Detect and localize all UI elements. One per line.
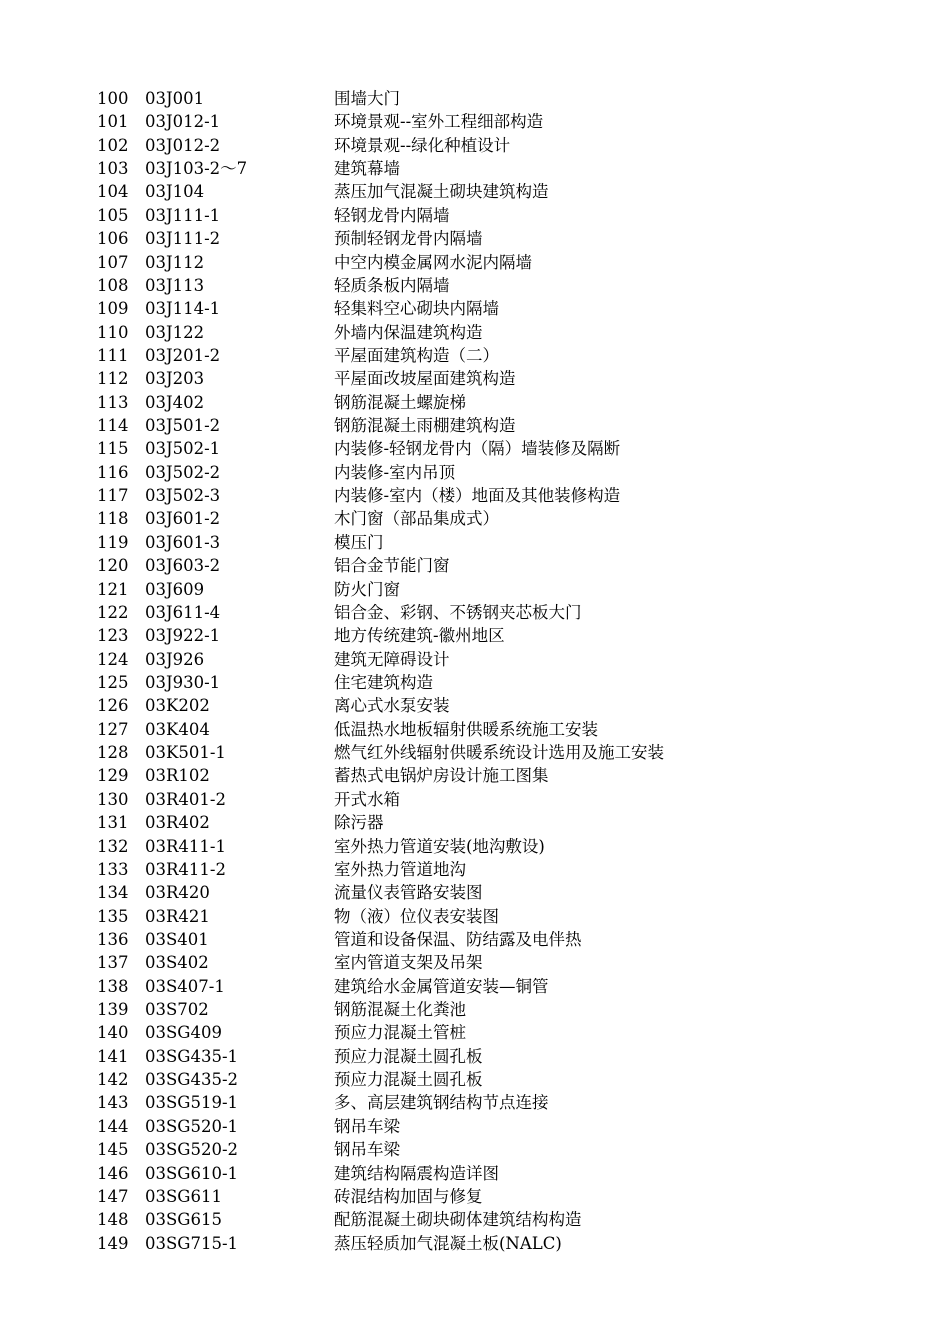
standard-code: 03R421 xyxy=(145,906,210,926)
standard-code: 03R411-1 xyxy=(145,836,226,856)
row-number: 109 xyxy=(97,299,129,319)
list-item xyxy=(97,204,897,227)
list-item xyxy=(97,157,897,180)
list-item xyxy=(97,764,897,787)
standard-title: 地方传统建筑-徽州地区 xyxy=(334,626,505,646)
list-item xyxy=(97,578,897,601)
standard-title: 低温热水地板辐射供暖系统施工安装 xyxy=(334,719,598,739)
list-item xyxy=(97,788,897,811)
standard-title: 预应力混凝土管桩 xyxy=(334,1023,466,1043)
standard-title: 住宅建筑构造 xyxy=(334,672,433,692)
row-number: 114 xyxy=(97,416,129,436)
list-item xyxy=(97,1208,897,1231)
row-number: 133 xyxy=(97,859,129,879)
standard-title: 内装修-轻钢龙骨内（隔）墙装修及隔断 xyxy=(334,439,621,459)
standard-code: 03R401-2 xyxy=(145,789,226,809)
row-number: 128 xyxy=(97,743,129,763)
list-item xyxy=(97,461,897,484)
standard-title: 铝合金、彩钢、不锈钢夹芯板大门 xyxy=(334,602,582,622)
list-item xyxy=(97,321,897,344)
standard-code: 03J111-2 xyxy=(145,229,221,249)
standard-title: 环境景观--室外工程细部构造 xyxy=(334,112,544,132)
row-number: 121 xyxy=(97,579,129,599)
list-item xyxy=(97,507,897,530)
standard-code: 03J103-2～7 xyxy=(145,159,248,179)
row-number: 115 xyxy=(97,439,129,459)
row-number: 120 xyxy=(97,556,129,576)
standard-title: 建筑无障碍设计 xyxy=(334,649,450,669)
standard-code: 03J112 xyxy=(145,252,205,272)
row-number: 144 xyxy=(97,1116,129,1136)
standard-code: 03SG520-2 xyxy=(145,1140,239,1160)
row-number: 142 xyxy=(97,1070,129,1090)
row-number: 100 xyxy=(97,89,129,108)
list-item xyxy=(97,928,897,951)
standard-title: 建筑结构隔震构造详图 xyxy=(334,1163,499,1183)
list-item xyxy=(97,227,897,250)
standard-code: 03J930-1 xyxy=(145,672,221,692)
standard-title: 防火门窗 xyxy=(334,579,400,599)
standard-title: 内装修-室内（楼）地面及其他装修构造 xyxy=(334,486,621,506)
standard-code: 03J502-3 xyxy=(145,486,221,506)
standard-title: 开式水箱 xyxy=(334,789,400,809)
list-item xyxy=(97,437,897,460)
list-item xyxy=(97,811,897,834)
standard-title: 物（液）位仪表安装图 xyxy=(334,906,499,926)
list-item xyxy=(97,694,897,717)
standard-title: 轻钢龙骨内隔墙 xyxy=(334,205,450,225)
standard-code: 03J501-2 xyxy=(145,416,221,436)
list-item xyxy=(97,905,897,928)
list-item xyxy=(97,1021,897,1044)
standard-code: 03SG520-1 xyxy=(145,1116,239,1136)
row-number: 145 xyxy=(97,1140,129,1160)
list-item xyxy=(97,1162,897,1185)
list-item xyxy=(97,531,897,554)
standard-code: 03J611-4 xyxy=(145,602,221,622)
standard-title: 钢吊车梁 xyxy=(334,1116,400,1136)
standard-title: 钢筋混凝土化粪池 xyxy=(334,1000,466,1020)
standard-code: 03SG611 xyxy=(145,1186,222,1206)
standard-code: 03R411-2 xyxy=(145,859,226,879)
standard-title: 流量仪表管路安装图 xyxy=(334,883,483,903)
standard-title: 蓄热式电锅炉房设计施工图集 xyxy=(334,766,549,786)
standard-title: 室外热力管道地沟 xyxy=(334,859,466,879)
standard-title: 环境景观--绿化种植设计 xyxy=(334,135,511,155)
row-number: 119 xyxy=(97,532,129,552)
list-item xyxy=(97,297,897,320)
standard-title: 除污器 xyxy=(334,813,384,833)
list-item xyxy=(97,110,897,133)
standard-title: 钢筋混凝土螺旋梯 xyxy=(334,392,466,412)
list-item xyxy=(97,344,897,367)
list-item xyxy=(97,624,897,647)
standard-code: 03J113 xyxy=(145,275,205,295)
standard-title: 钢筋混凝土雨棚建筑构造 xyxy=(334,416,516,436)
standard-title: 蒸压加气混凝土砌块建筑构造 xyxy=(334,182,549,202)
standard-code: 03J502-1 xyxy=(145,439,221,459)
standard-code: 03S402 xyxy=(145,953,209,973)
standard-code: 03J922-1 xyxy=(145,626,221,646)
list-item xyxy=(97,484,897,507)
standard-code: 03K404 xyxy=(145,719,210,739)
standard-title: 平屋面建筑构造（二） xyxy=(334,345,499,365)
row-number: 138 xyxy=(97,976,129,996)
standard-title: 预制轻钢龙骨内隔墙 xyxy=(334,229,483,249)
row-number: 135 xyxy=(97,906,129,926)
list-item xyxy=(97,881,897,904)
standard-title: 预应力混凝土圆孔板 xyxy=(334,1046,483,1066)
row-number: 123 xyxy=(97,626,129,646)
row-number: 124 xyxy=(97,649,129,669)
standard-code: 03J402 xyxy=(145,392,205,412)
standard-title: 室内管道支架及吊架 xyxy=(334,953,483,973)
row-number: 130 xyxy=(97,789,129,809)
list-item xyxy=(97,671,897,694)
standard-code: 03SG409 xyxy=(145,1023,222,1043)
standard-code: 03SG435-2 xyxy=(145,1070,239,1090)
standard-code: 03R102 xyxy=(145,766,210,786)
list-item xyxy=(97,1045,897,1068)
row-number: 137 xyxy=(97,953,129,973)
list-item xyxy=(97,835,897,858)
row-number: 112 xyxy=(97,369,129,389)
list-item xyxy=(97,180,897,203)
standard-title: 建筑幕墙 xyxy=(334,159,400,179)
standard-code: 03J012-1 xyxy=(145,112,221,132)
standard-title: 室外热力管道安装(地沟敷设) xyxy=(334,836,545,856)
standard-code: 03S407-1 xyxy=(145,976,225,996)
row-number: 122 xyxy=(97,602,129,622)
standard-title: 钢吊车梁 xyxy=(334,1140,400,1160)
row-number: 147 xyxy=(97,1186,129,1206)
list-item xyxy=(97,741,897,764)
list-item xyxy=(97,414,897,437)
standard-title: 围墙大门 xyxy=(334,89,400,108)
standard-title: 中空内模金属网水泥内隔墙 xyxy=(334,252,532,272)
row-number: 143 xyxy=(97,1093,129,1113)
standard-title: 配筋混凝土砌块砌体建筑结构构造 xyxy=(334,1210,582,1230)
row-number: 102 xyxy=(97,135,129,155)
row-number: 108 xyxy=(97,275,129,295)
row-number: 131 xyxy=(97,813,129,833)
standard-code: 03J111-1 xyxy=(145,205,221,225)
standard-code: 03S702 xyxy=(145,1000,209,1020)
standard-code: 03J012-2 xyxy=(145,135,221,155)
standard-code: 03J114-1 xyxy=(145,299,221,319)
standard-title: 木门窗（部品集成式） xyxy=(334,509,499,529)
row-number: 104 xyxy=(97,182,129,202)
row-number: 132 xyxy=(97,836,129,856)
list-item xyxy=(97,1115,897,1138)
standard-code: 03K501-1 xyxy=(145,743,226,763)
list-item xyxy=(97,648,897,671)
row-number: 127 xyxy=(97,719,129,739)
list-item xyxy=(97,1091,897,1114)
standard-title: 建筑给水金属管道安装—铜管 xyxy=(334,976,549,996)
standard-code: 03S401 xyxy=(145,929,209,949)
standard-title: 铝合金节能门窗 xyxy=(334,556,450,576)
standard-title: 模压门 xyxy=(334,532,384,552)
row-number: 106 xyxy=(97,229,129,249)
standard-title: 燃气红外线辐射供暖系统设计选用及施工安装 xyxy=(334,743,664,763)
list-item xyxy=(97,1185,897,1208)
catalog-list xyxy=(97,87,897,1255)
standard-title: 内装修-室内吊顶 xyxy=(334,462,456,482)
standard-code: 03J001 xyxy=(145,89,205,108)
list-item xyxy=(97,975,897,998)
standard-code: 03J601-2 xyxy=(145,509,221,529)
standard-title: 管道和设备保温、防结露及电伴热 xyxy=(334,929,582,949)
standard-title: 预应力混凝土圆孔板 xyxy=(334,1070,483,1090)
list-item xyxy=(97,1232,897,1255)
standard-title: 轻集料空心砌块内隔墙 xyxy=(334,299,499,319)
standard-code: 03K202 xyxy=(145,696,210,716)
standard-code: 03J603-2 xyxy=(145,556,221,576)
row-number: 148 xyxy=(97,1210,129,1230)
list-item xyxy=(97,87,897,110)
list-item xyxy=(97,1138,897,1161)
row-number: 118 xyxy=(97,509,129,529)
list-item xyxy=(97,251,897,274)
list-item xyxy=(97,134,897,157)
standard-code: 03R402 xyxy=(145,813,210,833)
standard-code: 03SG519-1 xyxy=(145,1093,239,1113)
standard-code: 03J122 xyxy=(145,322,205,342)
row-number: 116 xyxy=(97,462,129,482)
row-number: 140 xyxy=(97,1023,129,1043)
row-number: 141 xyxy=(97,1046,129,1066)
standard-code: 03J609 xyxy=(145,579,205,599)
list-item xyxy=(97,718,897,741)
row-number: 111 xyxy=(97,345,129,365)
row-number: 136 xyxy=(97,929,129,949)
standard-title: 多、高层建筑钢结构节点连接 xyxy=(334,1093,549,1113)
row-number: 113 xyxy=(97,392,129,412)
standard-code: 03J203 xyxy=(145,369,205,389)
row-number: 126 xyxy=(97,696,129,716)
list-item xyxy=(97,554,897,577)
row-number: 129 xyxy=(97,766,129,786)
row-number: 105 xyxy=(97,205,129,225)
standard-code: 03SG435-1 xyxy=(145,1046,239,1066)
row-number: 117 xyxy=(97,486,129,506)
list-item xyxy=(97,391,897,414)
row-number: 101 xyxy=(97,112,129,132)
standard-code: 03J926 xyxy=(145,649,205,669)
list-item xyxy=(97,367,897,390)
list-item xyxy=(97,951,897,974)
standard-title: 平屋面改坡屋面建筑构造 xyxy=(334,369,516,389)
standard-title: 砖混结构加固与修复 xyxy=(334,1186,483,1206)
row-number: 149 xyxy=(97,1233,129,1253)
standard-code: 03SG610-1 xyxy=(145,1163,239,1183)
standard-code: 03SG615 xyxy=(145,1210,222,1230)
standard-code: 03J104 xyxy=(145,182,205,202)
list-item xyxy=(97,1068,897,1091)
standard-code: 03J201-2 xyxy=(145,345,221,365)
standard-title: 轻质条板内隔墙 xyxy=(334,275,450,295)
list-item xyxy=(97,601,897,624)
row-number: 146 xyxy=(97,1163,129,1183)
row-number: 103 xyxy=(97,159,129,179)
standard-title: 蒸压轻质加气混凝土板(NALC) xyxy=(334,1233,562,1253)
standard-code: 03J601-3 xyxy=(145,532,221,552)
row-number: 107 xyxy=(97,252,129,272)
list-item xyxy=(97,858,897,881)
standard-code: 03SG715-1 xyxy=(145,1233,239,1253)
standard-code: 03J502-2 xyxy=(145,462,221,482)
standard-title: 离心式水泵安装 xyxy=(334,696,450,716)
row-number: 125 xyxy=(97,672,129,692)
standard-title: 外墙内保温建筑构造 xyxy=(334,322,483,342)
list-item xyxy=(97,998,897,1021)
row-number: 110 xyxy=(97,322,129,342)
row-number: 139 xyxy=(97,1000,129,1020)
row-number: 134 xyxy=(97,883,129,903)
list-item xyxy=(97,274,897,297)
standard-code: 03R420 xyxy=(145,883,210,903)
